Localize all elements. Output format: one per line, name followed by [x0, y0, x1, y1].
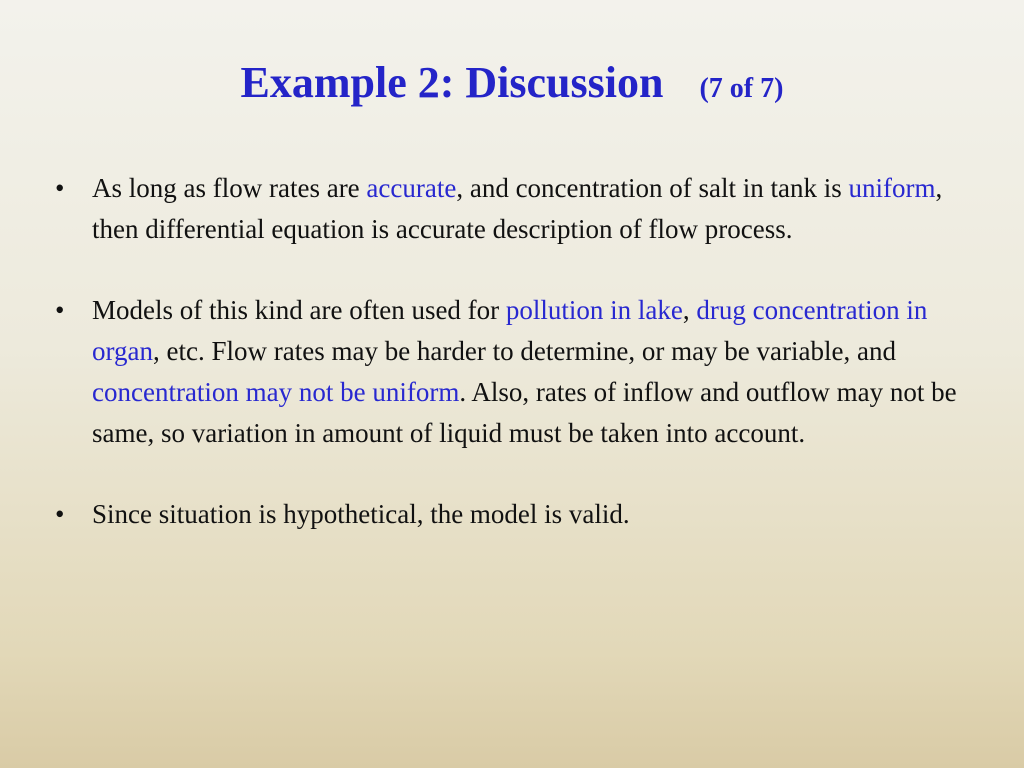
bullet-text: , — [682, 295, 697, 325]
bullet-text: As long as flow rates are — [92, 173, 367, 203]
bullet-text: Models of this kind are often used for — [92, 295, 506, 325]
highlight-term-uniform: uniform — [848, 173, 936, 203]
bullet-text: Since situation is hypothetical, the model is valid. — [92, 499, 630, 529]
highlight-term-accurate: accurate — [366, 173, 457, 203]
slide-title — [0, 55, 1024, 117]
bullet-text: . Also, rates of inflow and outflow may not be same, so variation in amount of liquid must be taken into account. — [92, 377, 957, 448]
highlight-term-pollution: pollution in lake — [505, 295, 683, 325]
bullet-item-2 — [55, 290, 990, 454]
bullet-marker: • — [55, 173, 65, 203]
bullet-item-3 — [55, 494, 990, 535]
bullet-text: , then differential equation is accurate description of flow process. — [92, 173, 943, 244]
bullet-item-1 — [55, 168, 990, 250]
bullet-marker: • — [55, 295, 65, 325]
highlight-term-concentration-nonuniform: concentration may not be uniform — [92, 377, 460, 407]
bullet-list — [55, 168, 990, 575]
bullet-marker: • — [55, 499, 65, 529]
bullet-text: , and concentration of salt in tank is — [456, 173, 849, 203]
bullet-text: , etc. Flow rates may be harder to determine, or may be variable, and — [153, 336, 896, 366]
highlight-term-drug-concentration: drug concentration in organ — [92, 295, 928, 366]
slide-title-page-indicator: (7 of 7) — [699, 73, 784, 104]
slide-title-main: Example 2: Discussion — [240, 58, 664, 107]
